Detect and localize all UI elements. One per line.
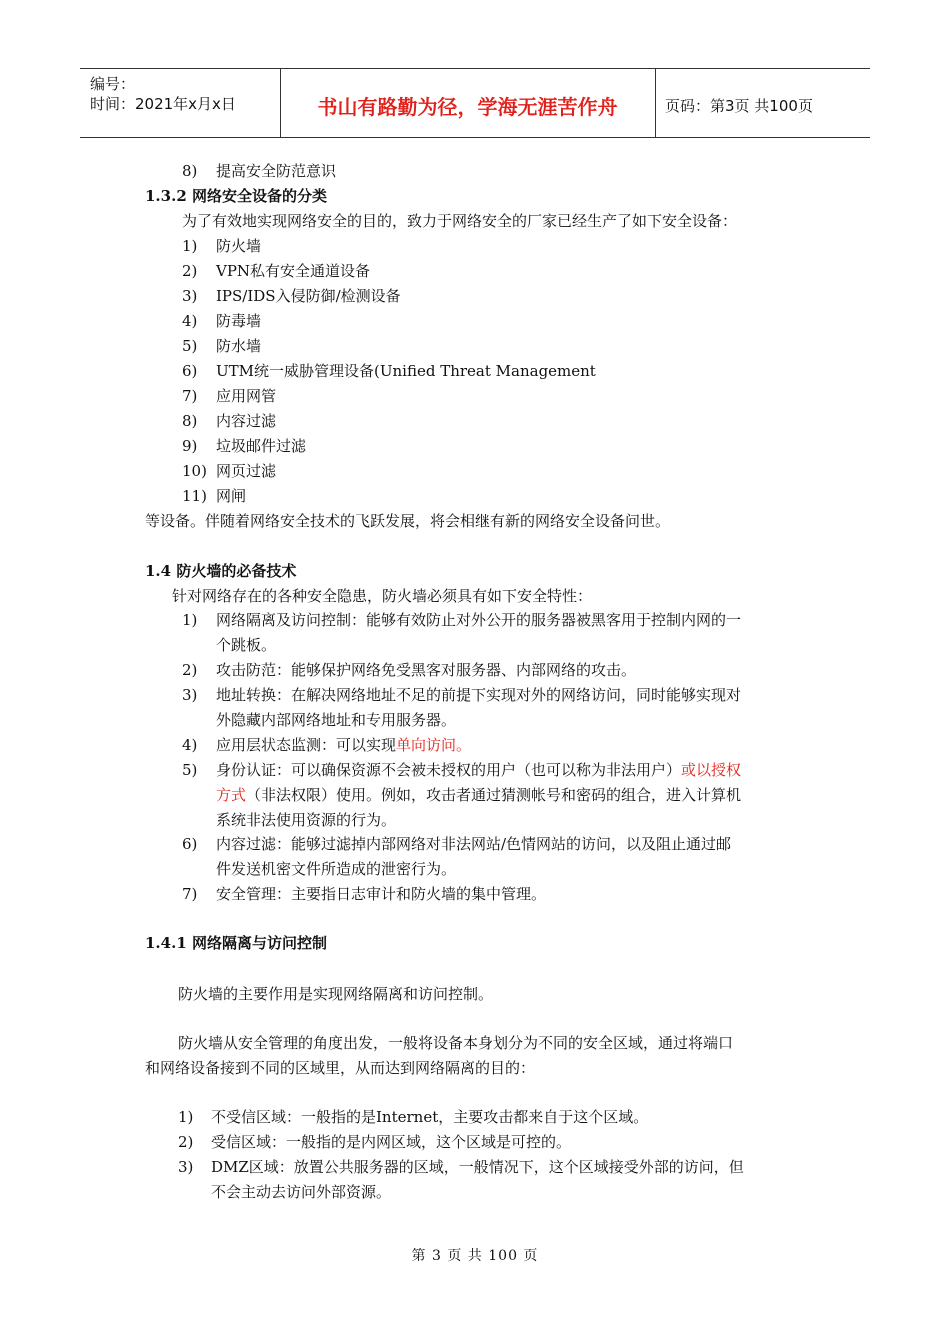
- list-item-cont: [216, 785, 741, 805]
- highlight-text: 方式: [216, 786, 247, 804]
- list-item: 网页过滤: [216, 462, 277, 480]
- list-item-num: 7): [182, 387, 198, 405]
- list-item: UTM统一威胁管理设备(Unified Threat Management: [216, 362, 596, 380]
- list-item: 内容过滤: [216, 412, 277, 430]
- highlight-text: 或以授权: [681, 761, 742, 779]
- list-item: 防毒墙: [216, 312, 262, 330]
- section-heading: 1.4.1 网络隔离与访问控制: [145, 934, 327, 952]
- list-item-num: 9): [182, 437, 198, 455]
- paragraph: 针对网络存在的各种安全隐患，防火墙必须具有如下安全特性：: [172, 587, 593, 605]
- list-item: VPN私有安全通道设备: [216, 262, 371, 280]
- section-heading: 1.4 防火墙的必备技术: [145, 562, 297, 580]
- motto: 书山有路勤为径，学海无涯苦作舟: [317, 95, 618, 119]
- list-item-num: 1): [178, 1108, 194, 1126]
- list-item: 网闸: [216, 487, 247, 505]
- list-item: 不受信区域：一般指的是Internet，主要攻击都来自于这个区域。: [211, 1108, 649, 1126]
- list-item: 垃圾邮件过滤: [216, 437, 307, 455]
- paragraph: 防火墙的主要作用是实现网络隔离和访问控制。: [178, 985, 494, 1003]
- list-item-text: 应用层状态监测：可以实现: [216, 736, 397, 754]
- list-item-num: 5): [182, 761, 198, 779]
- list-item: [216, 760, 741, 780]
- time-label: 时间：2021年x月x日: [90, 95, 236, 113]
- list-item-num: 1): [182, 237, 198, 255]
- list-item: DMZ区域：放置公共服务器的区域，一般情况下，这个区域接受外部的访问，但: [211, 1158, 744, 1176]
- list-item: 地址转换：在解决网络地址不足的前提下实现对外的网络访问，同时能够实现对: [216, 686, 742, 704]
- list-item-num: 5): [182, 337, 198, 355]
- list-item-text: 身份认证：可以确保资源不会被未授权的用户（也可以称为非法用户）: [216, 761, 682, 779]
- list-item-cont: 不会主动去访问外部资源。: [211, 1183, 392, 1201]
- list-item-text: （非法权限）使用。例如，攻击者通过猜测帐号和密码的组合，进入计算机: [246, 786, 742, 804]
- list-item: 防水墙: [216, 337, 262, 355]
- list-item-num: 3): [182, 287, 198, 305]
- list-item-num: 8): [182, 412, 198, 430]
- list-item: IPS/IDS入侵防御/检测设备: [216, 287, 401, 305]
- list-item-cont: 外隐藏内部网络地址和专用服务器。: [216, 711, 457, 729]
- list-item-cont: 个跳板。: [216, 636, 277, 654]
- list-item: 内容过滤：能够过滤掉内部网络对非法网站/色情网站的访问，以及阻止通过邮: [216, 835, 732, 853]
- list-item: 网络隔离及访问控制：能够有效防止对外公开的服务器被黑客用于控制内网的一: [216, 611, 742, 629]
- list-item-num: 4): [182, 312, 198, 330]
- list-item: 受信区域：一般指的是内网区域，这个区域是可控的。: [211, 1133, 572, 1151]
- list-item-num: 2): [178, 1133, 194, 1151]
- section-heading: 1.3.2 网络安全设备的分类: [145, 187, 327, 205]
- list-item: 安全管理：主要指日志审计和防火墙的集中管理。: [216, 885, 547, 903]
- list-item: 应用网管: [216, 387, 277, 405]
- page-footer: 第 3 页 共 100 页: [411, 1248, 539, 1264]
- list-item-num: 11): [182, 487, 207, 505]
- list-item-num: 10): [182, 462, 207, 480]
- paragraph: 为了有效地实现网络安全的目的，致力于网络安全的厂家已经生产了如下安全设备：: [182, 212, 738, 230]
- list-item-num: 1): [182, 611, 198, 629]
- list-item: 提高安全防范意识: [216, 162, 337, 180]
- list-item-num: 3): [178, 1158, 194, 1176]
- list-item-num: 4): [182, 736, 198, 754]
- list-item: [216, 735, 471, 755]
- highlight-text: 单向访问。: [396, 736, 472, 754]
- serial-label: 编号：: [90, 75, 136, 93]
- header-divider: [655, 69, 656, 137]
- paragraph: 等设备。伴随着网络安全技术的飞跃发展，将会相继有新的网络安全设备问世。: [145, 512, 671, 530]
- list-item-num: 8): [182, 162, 198, 180]
- list-item-cont: 系统非法使用资源的行为。: [216, 811, 397, 829]
- paragraph-cont: 和网络设备接到不同的区域里，从而达到网络隔离的目的：: [145, 1059, 536, 1077]
- page-label: 页码：第3页 共100页: [665, 97, 813, 115]
- list-item: 攻击防范：能够保护网络免受黑客对服务器、内部网络的攻击。: [216, 661, 637, 679]
- list-item-num: 6): [182, 362, 198, 380]
- paragraph: 防火墙从安全管理的角度出发，一般将设备本身划分为不同的安全区域，通过将端口: [178, 1034, 734, 1052]
- page-header: [80, 68, 870, 138]
- list-item-num: 6): [182, 835, 198, 853]
- list-item: 防火墙: [216, 237, 262, 255]
- list-item-num: 3): [182, 686, 198, 704]
- list-item-num: 2): [182, 262, 198, 280]
- list-item-num: 2): [182, 661, 198, 679]
- list-item-cont: 件发送机密文件所造成的泄密行为。: [216, 860, 457, 878]
- list-item-num: 7): [182, 885, 198, 903]
